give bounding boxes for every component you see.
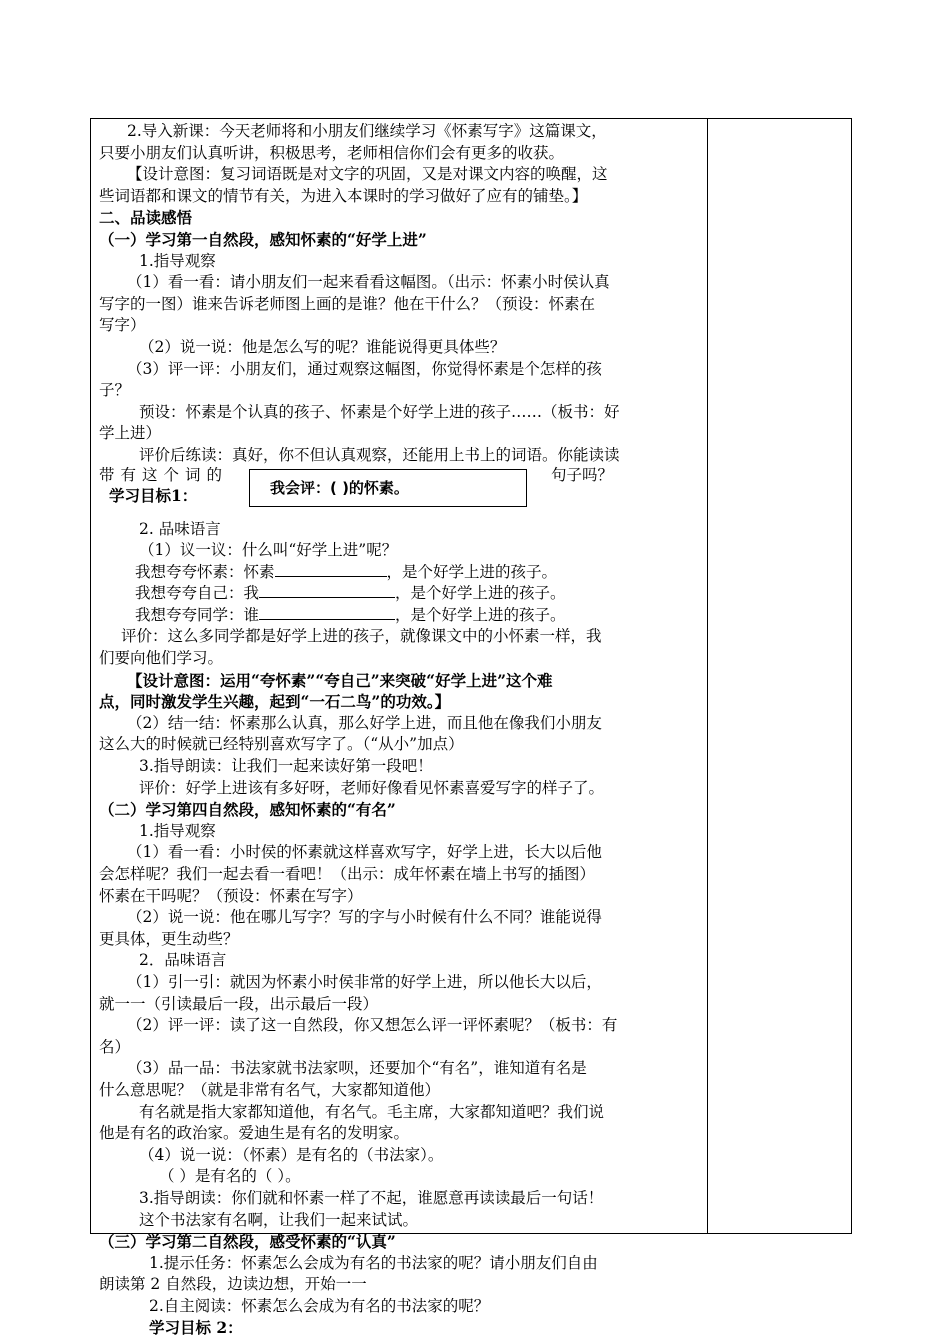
text-line: 2.导入新课：今天老师将和小朋友们继续学习《怀素写字》这篇课文， xyxy=(127,122,607,140)
text-line: 什么意思呢？（就是非常有名气，大家都知道他） xyxy=(99,1080,441,1099)
text-line: 1.指导观察 xyxy=(139,821,216,840)
goal-1-prefix-text: 带有这个词的 xyxy=(99,465,229,484)
text-line: 怀素在干吗呢？（预设：怀素在写字） xyxy=(99,886,363,905)
text-line: 评价：好学上进该有多好呀，老师好像看见怀素喜爱写字的样子了。 xyxy=(139,778,605,797)
text-line: 预设：怀素是个认真的孩子、怀素是个好学上进的孩子……（板书：好 xyxy=(139,402,620,421)
text-line: 更具体，更生动些？ xyxy=(99,929,239,948)
text-line: 朗读第 2 自然段，边读边想，开始一一 xyxy=(99,1275,367,1294)
fill-in-blank xyxy=(259,583,395,598)
text-line: （1）议一议：什么叫“好学上进”呢？ xyxy=(139,541,398,560)
praise-tail: ，是个好学上进的孩子。 xyxy=(395,584,566,603)
praise-lines xyxy=(99,562,702,627)
praise-lead: 我想夸夸怀素：怀素 xyxy=(135,562,275,581)
learning-goal-1-label: 学习目标1： xyxy=(109,485,198,505)
text-line xyxy=(99,511,702,519)
section-heading-line: （一）学习第一自然段，感知怀素的“好学上进” xyxy=(99,229,427,249)
text-line: （2）结一结：怀素那么认真，那么好学上进，而且他在像我们小朋友 xyxy=(127,713,602,732)
praise-line xyxy=(99,605,702,627)
learning-goal-1-box: 我会评：( )的怀素。 xyxy=(249,469,527,507)
text-line: 名） xyxy=(99,1037,131,1056)
text-line: 2. 品味语言 xyxy=(139,519,221,538)
praise-line xyxy=(99,562,702,584)
section-heading-line: （二）学习第四自然段，感知怀素的“有名” xyxy=(99,800,396,820)
text-line: 2．品味语言 xyxy=(139,951,227,970)
text-line: 些词语都和课文的情节有关，为进入本课时的学习做好了应有的铺垫。】 xyxy=(99,186,588,205)
text-line: 1.提示任务：怀素怎么会成为有名的书法家的呢？请小朋友们自由 xyxy=(149,1253,598,1272)
text-line: （4）说一说：（怀素）是有名的（书法家）。 xyxy=(139,1145,444,1164)
text-line: （ ）是有名的（ ）。 xyxy=(159,1167,301,1186)
text-line: （3）评一评：小朋友们，通过观察这幅图，你觉得怀素是个怎样的孩 xyxy=(127,359,602,378)
praise-tail: ，是个好学上进的孩子。 xyxy=(395,605,566,624)
section-heading-line: 点，同时激发学生兴趣，起到“一石二鸟”的功效。】 xyxy=(99,692,451,712)
text-line: 有名就是指大家都知道他，有名气。毛主席，大家都知道吧？我们说 xyxy=(139,1102,605,1121)
text-line: （3）品一品：书法家就书法家呗，还要加个“有名”，谁知道有名是 xyxy=(127,1059,587,1078)
lesson-content xyxy=(99,121,702,1339)
text-line: 们要向他们学习。 xyxy=(99,649,224,668)
goal-1-tail-text: 句子吗？ xyxy=(551,465,614,484)
text-line: （2）说一说：他是怎么写的呢？谁能说得更具体些？ xyxy=(139,337,506,356)
praise-lead: 我想夸夸自己：我 xyxy=(135,584,260,603)
lesson-block-3 xyxy=(99,626,702,1339)
lesson-block-1 xyxy=(99,121,702,467)
text-line: 这么大的时候就已经特别喜欢写字了。（“从小”加点） xyxy=(99,735,464,754)
column-divider xyxy=(707,119,708,1233)
learning-goal-1-row xyxy=(99,467,702,511)
text-line: 1.指导观察 xyxy=(139,251,216,270)
section-heading-line: 学习目标 2： xyxy=(149,1318,243,1338)
text-line: 【设计意图：复习词语既是对文字的巩固，又是对课文内容的唤醒，这 xyxy=(127,165,608,184)
text-line: 3.指导朗读：你们就和怀素一样了不起，谁愿意再读读最后一句话！ xyxy=(139,1188,604,1207)
section-heading-line: （三）学习第二自然段，感受怀素的“认真” xyxy=(99,1232,396,1252)
text-line: 学上进） xyxy=(99,424,162,443)
text-line: （1）看一看：小时侯的怀素就这样喜欢写字，好学上进，长大以后他 xyxy=(127,843,602,862)
text-line: 会怎样呢？我们一起去看一看吧！（出示：成年怀素在墙上书写的插图） xyxy=(99,865,596,883)
text-line: 只要小朋友们认真听讲，积极思考，老师相信你们会有更多的收获。 xyxy=(99,143,565,162)
text-line: 他是有名的政治家。爱迪生是有名的发明家。 xyxy=(99,1124,410,1143)
praise-lead: 我想夸夸同学：谁 xyxy=(135,605,260,624)
text-line: （1）引一引：就因为怀素小时侯非常的好学上进，所以他长大以后， xyxy=(127,972,602,991)
text-line: 写字的一图）谁来告诉老师图上画的是谁？他在干什么？（预设：怀素在 xyxy=(99,294,596,313)
text-line: 子？ xyxy=(99,381,131,400)
fill-in-blank xyxy=(275,562,387,577)
text-line: 就一一（引读最后一段，出示最后一段） xyxy=(99,994,379,1013)
text-line: 这个书法家有名啊，让我们一起来试试。 xyxy=(139,1210,419,1229)
text-line: （1）看一看：请小朋友们一起来看看这幅图。（出示：怀素小时侯认真 xyxy=(127,273,610,292)
praise-line xyxy=(99,583,702,605)
text-line: 评价：这么多同学都是好学上进的孩子，就像课文中的小怀素一样，我 xyxy=(121,627,602,646)
fill-in-blank xyxy=(259,605,395,620)
text-line: 2.自主阅读：怀素怎么会成为有名的书法家的呢？ xyxy=(149,1296,490,1315)
section-heading-line: 【设计意图：运用“夸怀素”“夸自己”来突破“好学上进”这个难 xyxy=(127,670,553,690)
text-line: （2）评一评：读了这一自然段，你又想怎么评一评怀素呢？（板书：有 xyxy=(127,1016,618,1035)
text-line: 写字） xyxy=(99,316,146,335)
praise-tail: ，是个好学上进的孩子。 xyxy=(386,562,558,581)
lesson-block-2 xyxy=(99,511,702,562)
lesson-table xyxy=(90,118,852,1338)
text-line: 评价后练读：真好，你不但认真观察，还能用上书上的词语。你能读读 xyxy=(139,445,620,464)
section-heading-line: 二、品读感悟 xyxy=(99,208,193,228)
text-line: （2）说一说：他在哪儿写字？写的字与小时候有什么不同？谁能说得 xyxy=(127,908,602,927)
text-line: 3.指导朗读：让我们一起来读好第一段吧！ xyxy=(139,757,433,776)
